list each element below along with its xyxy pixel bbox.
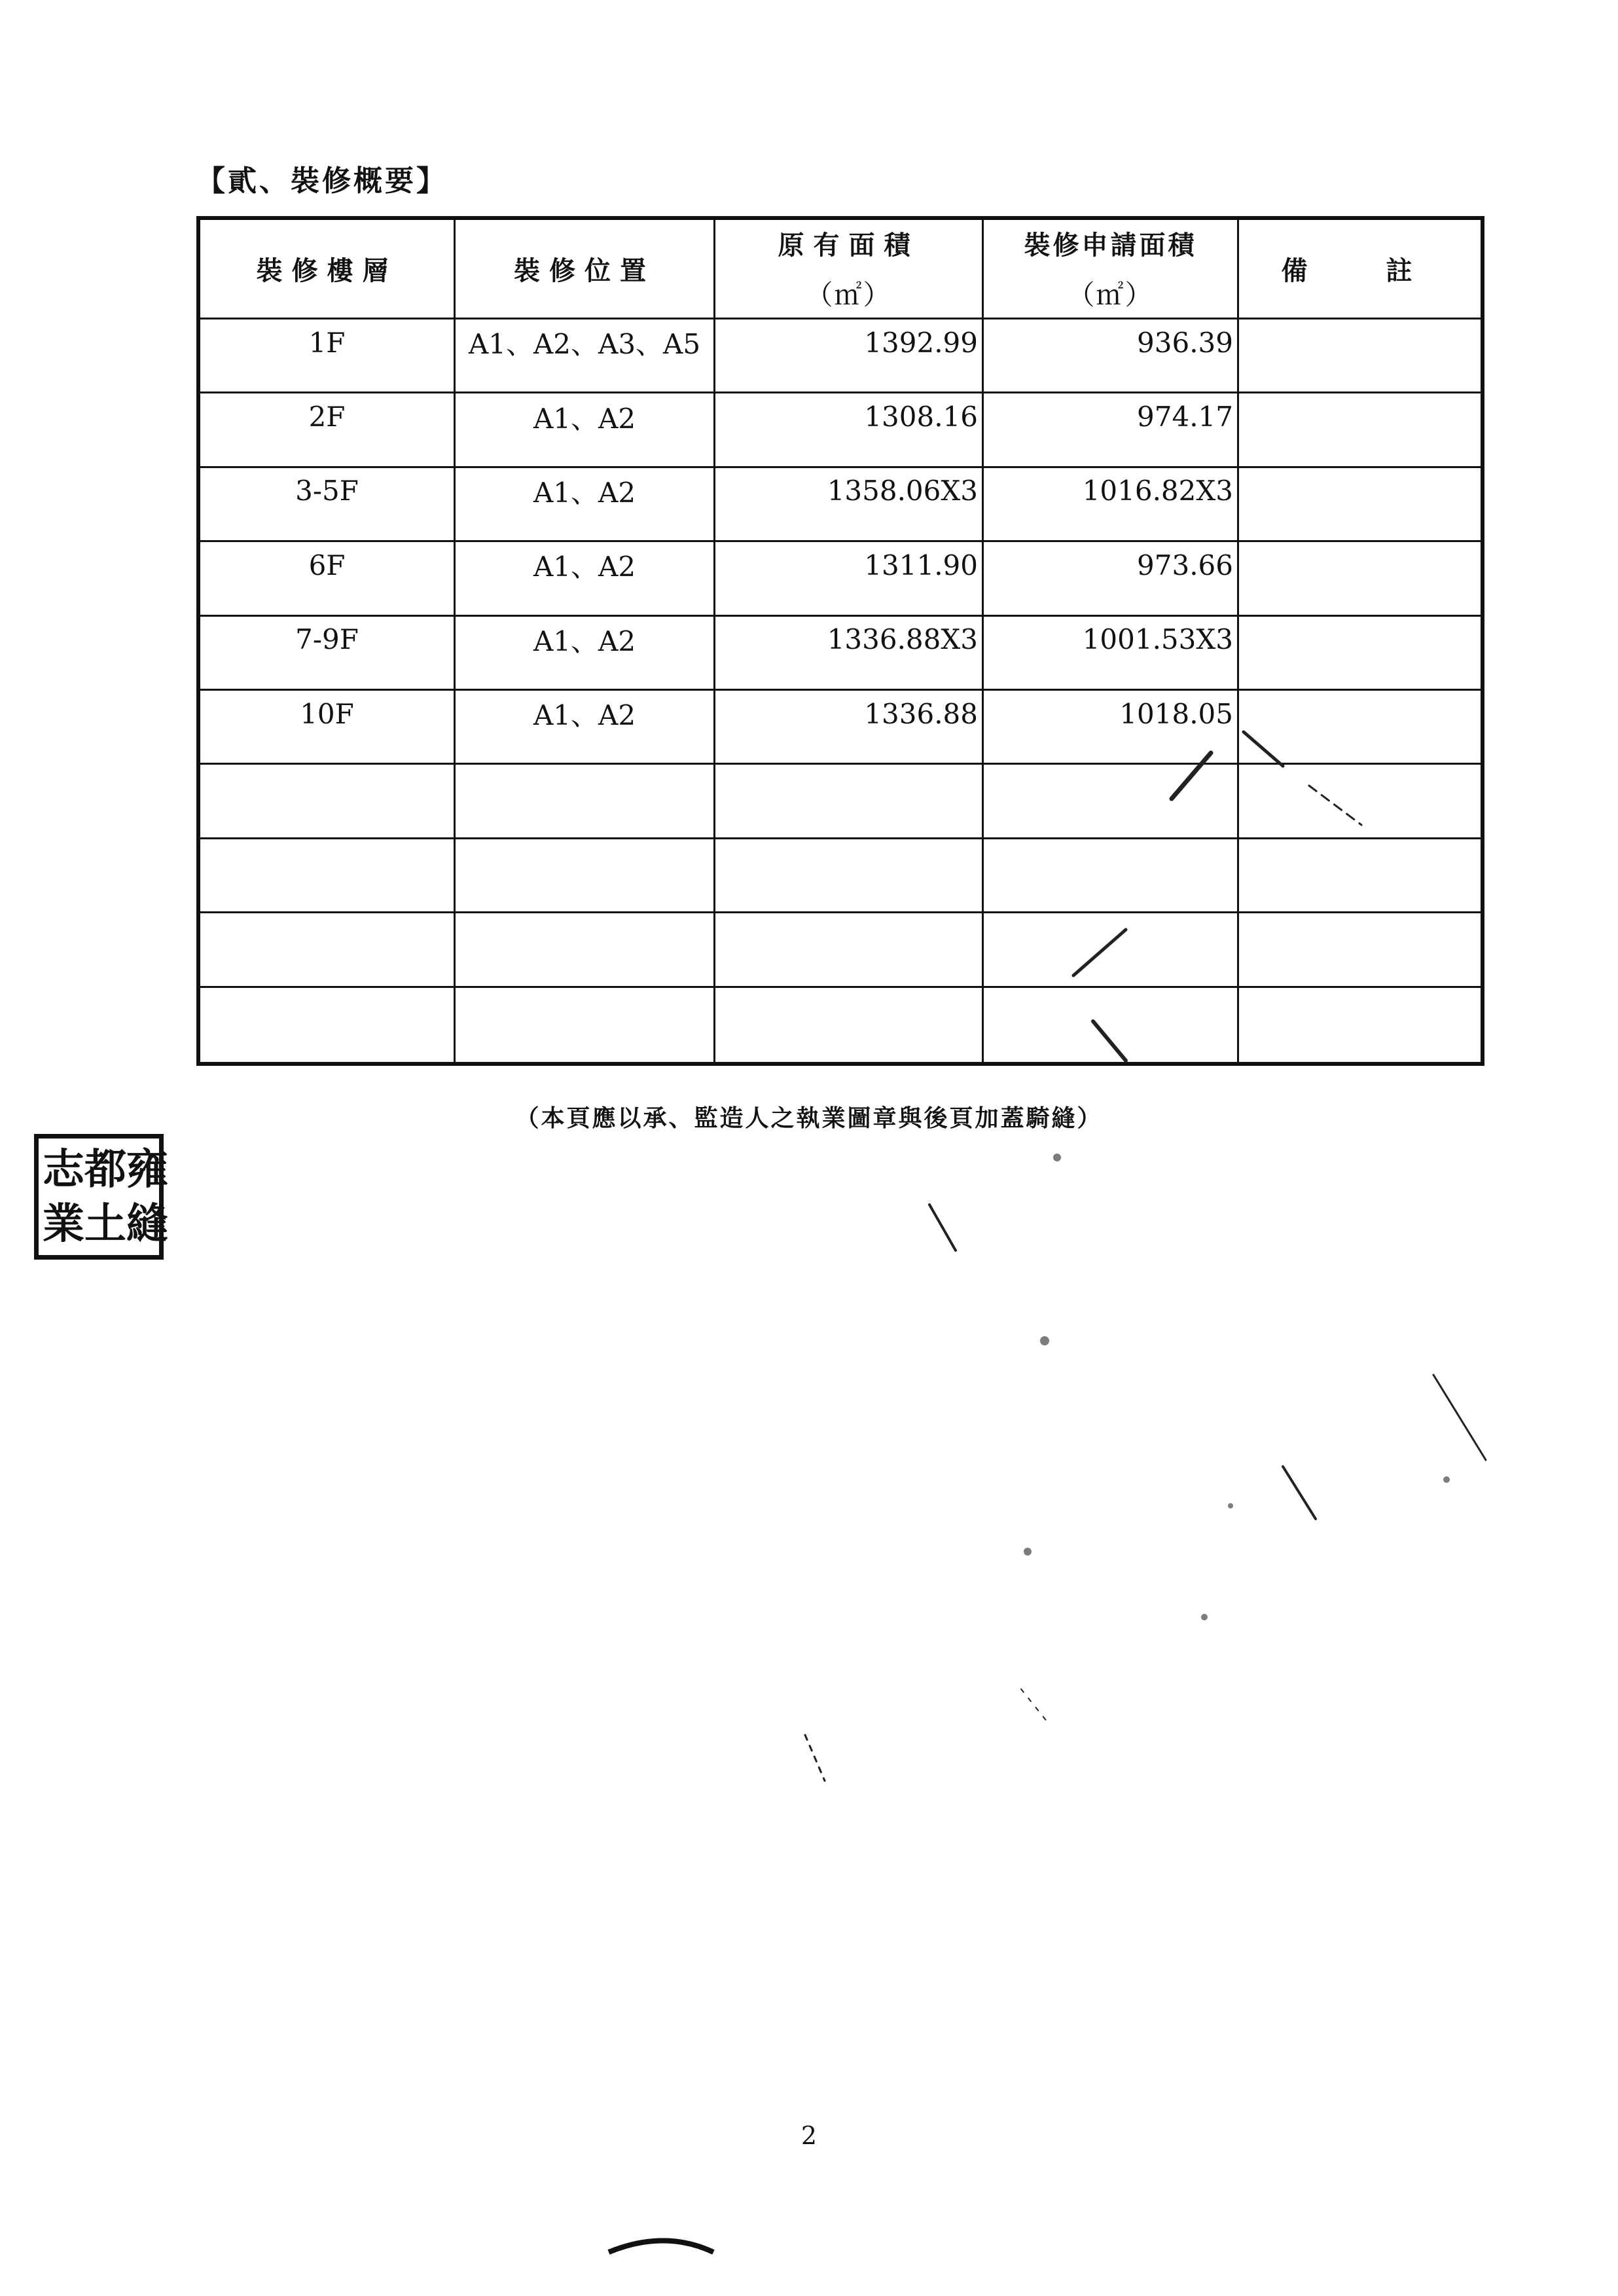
floor-cell <box>200 988 456 1062</box>
original-area-cell <box>715 393 984 467</box>
applied-area-cell-text: 1001.53X3 <box>1082 623 1233 656</box>
applied-area-cell <box>984 468 1239 542</box>
applied-area-cell <box>984 913 1239 987</box>
remark-cell <box>1239 393 1481 467</box>
location-cell <box>456 691 715 765</box>
seal-char: 志 <box>43 1144 84 1194</box>
floor-cell <box>200 765 456 839</box>
applied-area-cell <box>984 839 1239 913</box>
floor-cell <box>200 839 456 913</box>
original-area-cell <box>715 839 984 913</box>
header-applied-area-unit: （㎡） <box>1067 279 1154 311</box>
seal-char: 土 <box>84 1199 126 1248</box>
seal-char: 都 <box>84 1144 126 1194</box>
seal-char: 業 <box>43 1199 84 1248</box>
location-cell-text: A1、A2、A3、A5 <box>468 328 701 361</box>
location-cell <box>456 393 715 467</box>
location-cell <box>456 988 715 1062</box>
floor-cell <box>200 691 456 765</box>
seal-char: 雍 <box>126 1144 168 1194</box>
header-location <box>456 220 715 319</box>
location-cell-text: A1、A2 <box>533 625 636 657</box>
floor-cell-text: 6F <box>308 549 346 581</box>
original-area-cell <box>715 988 984 1062</box>
remark-cell <box>1239 691 1481 765</box>
location-cell <box>456 468 715 542</box>
applied-area-cell <box>984 393 1239 467</box>
applied-area-cell <box>984 988 1239 1062</box>
original-area-cell-text: 1308.16 <box>864 401 978 433</box>
applied-area-cell <box>984 542 1239 616</box>
location-cell <box>456 765 715 839</box>
remark-cell <box>1239 468 1481 542</box>
footnote: （本頁應以承、監造人之執業圖章與後頁加蓋騎縫） <box>515 1104 1103 1132</box>
remark-cell <box>1239 839 1481 913</box>
remark-cell <box>1239 913 1481 987</box>
original-area-cell <box>715 468 984 542</box>
location-cell <box>456 319 715 393</box>
remark-cell <box>1239 617 1481 691</box>
page-number: 2 <box>800 2121 818 2150</box>
applied-area-cell-text: 974.17 <box>1137 401 1233 433</box>
location-cell <box>456 617 715 691</box>
applied-area-cell-text: 936.39 <box>1137 326 1233 359</box>
original-area-cell <box>715 319 984 393</box>
floor-cell-text: 7-9F <box>295 623 359 656</box>
floor-cell <box>200 393 456 467</box>
header-floor-label: 裝修樓層 <box>256 255 398 286</box>
original-area-cell <box>715 617 984 691</box>
applied-area-cell-text: 1018.05 <box>1119 697 1233 730</box>
header-applied-area <box>984 220 1239 319</box>
header-original-area-label: 原有面積 <box>778 230 920 261</box>
renovation-summary-table <box>196 216 1484 1066</box>
floor-cell <box>200 542 456 616</box>
original-area-cell-text: 1392.99 <box>864 326 978 359</box>
professional-seal <box>34 1134 168 1260</box>
remark-cell <box>1239 765 1481 839</box>
location-cell <box>456 913 715 987</box>
location-cell-text: A1、A2 <box>533 402 636 435</box>
header-remark-label: 備 註 <box>1281 255 1439 286</box>
header-location-label: 裝修位置 <box>514 255 655 286</box>
original-area-cell-text: 1311.90 <box>864 549 978 581</box>
header-floor <box>200 220 456 319</box>
location-cell-text: A1、A2 <box>533 551 636 583</box>
floor-cell <box>200 319 456 393</box>
header-applied-area-label: 裝修申請面積 <box>1024 230 1197 261</box>
floor-cell <box>200 617 456 691</box>
section-title: 【貳、裝修概要】 <box>196 164 448 198</box>
floor-cell-text: 2F <box>308 401 346 433</box>
floor-cell-text: 1F <box>308 326 346 359</box>
location-cell-text: A1、A2 <box>533 476 636 509</box>
header-original-area-unit: （㎡） <box>805 279 892 311</box>
location-cell <box>456 839 715 913</box>
applied-area-cell <box>984 319 1239 393</box>
header-original-area <box>715 220 984 319</box>
location-cell-text: A1、A2 <box>533 699 636 732</box>
original-area-cell <box>715 913 984 987</box>
floor-cell <box>200 468 456 542</box>
applied-area-cell <box>984 691 1239 765</box>
original-area-cell-text: 1336.88 <box>864 697 978 730</box>
applied-area-cell-text: 1016.82X3 <box>1082 475 1233 507</box>
floor-cell <box>200 913 456 987</box>
header-remark <box>1239 220 1481 319</box>
original-area-cell <box>715 542 984 616</box>
original-area-cell-text: 1358.06X3 <box>827 475 978 507</box>
floor-cell-text: 10F <box>300 697 354 730</box>
applied-area-cell <box>984 765 1239 839</box>
applied-area-cell-text: 973.66 <box>1137 549 1233 581</box>
applied-area-cell <box>984 617 1239 691</box>
remark-cell <box>1239 319 1481 393</box>
original-area-cell <box>715 691 984 765</box>
floor-cell-text: 3-5F <box>295 475 359 507</box>
original-area-cell <box>715 765 984 839</box>
original-area-cell-text: 1336.88X3 <box>827 623 978 656</box>
seal-char: 縫 <box>126 1199 168 1248</box>
remark-cell <box>1239 542 1481 616</box>
remark-cell <box>1239 988 1481 1062</box>
location-cell <box>456 542 715 616</box>
